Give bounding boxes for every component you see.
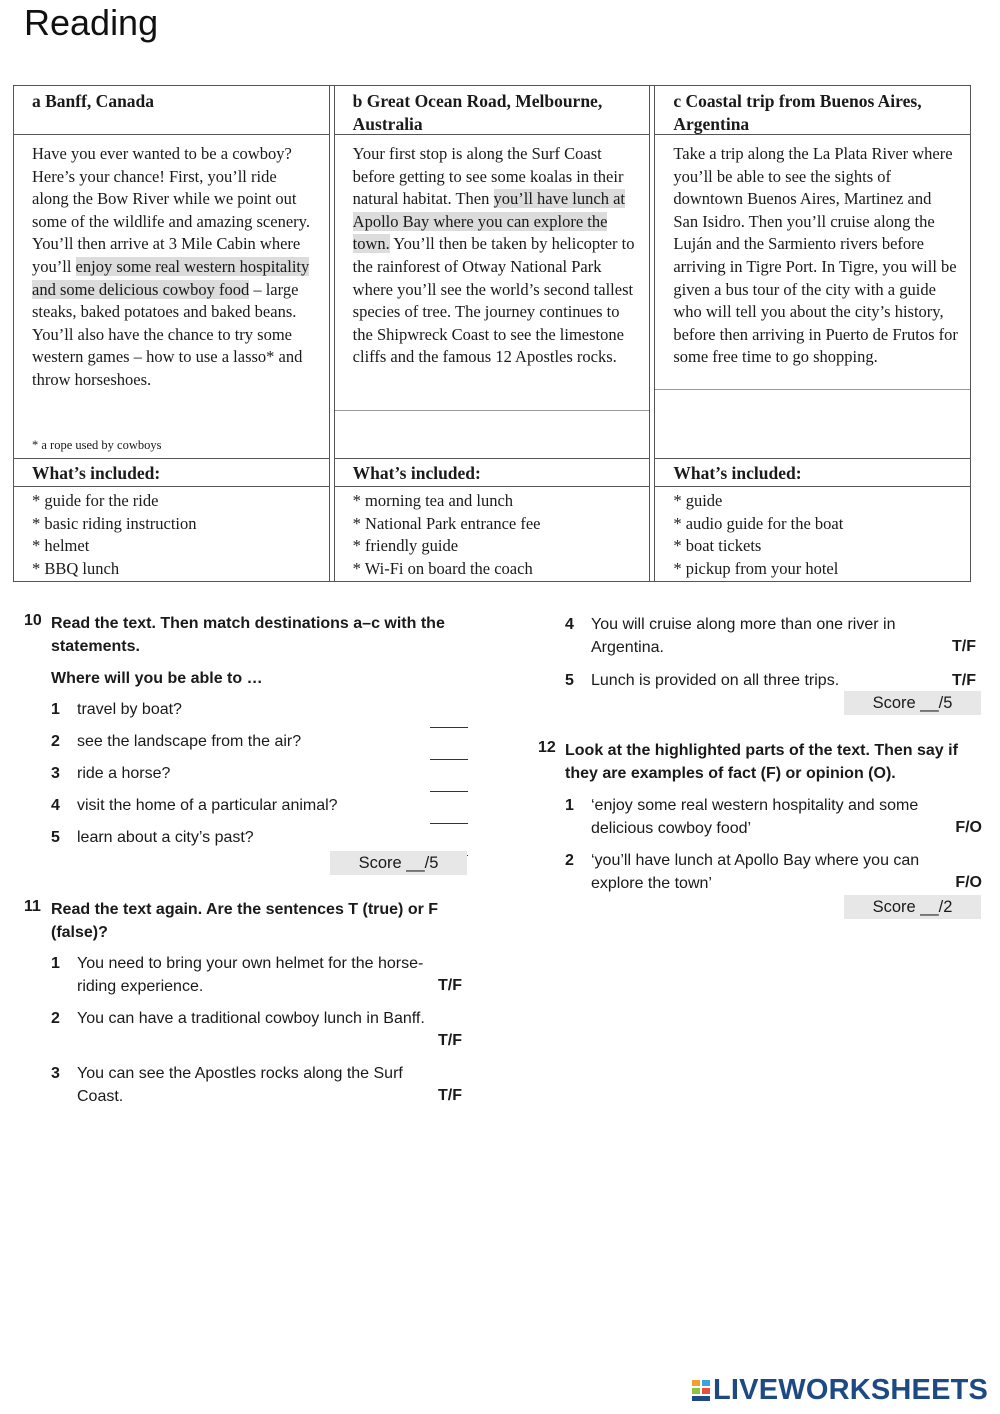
question-number: 3 [51,1065,60,1082]
question-number: 5 [565,672,574,689]
exercise-number: 10 [24,612,42,629]
score-box: Score __/5 [844,691,981,715]
fo-option[interactable]: F/O [955,819,982,836]
text-segment: You’ll then be taken by helicopter to the rainforest of Otway National Park where you’ll see the world’s second tallest species of tree. The journey continues to the Shipwreck Coast to see the limestone cliffs and the famous 12 Apostles rocks. [352,234,635,367]
question-number: 4 [51,797,60,814]
question-number: 1 [51,701,60,718]
answer-blank[interactable] [430,759,468,760]
destination-text [335,141,650,411]
question-text: ride a horse? [77,765,171,782]
list-item: * pickup from your hotel [673,558,970,581]
included-list [655,490,970,580]
destination-text [655,141,970,390]
answer-blank[interactable] [430,823,468,824]
question-text: travel by boat? [77,701,182,718]
text-segment: Have you ever wanted to be a cowboy? Here’s your chance! First, you’ll ride along the Bow River while we point out some of the wildlife and amazing scenery. You’ll then arrive at 3 Mile Cabin where you’ll [32,144,310,276]
tf-option[interactable]: T/F [952,638,976,655]
question-number: 2 [565,852,574,869]
question-item [51,731,468,754]
exercise-11 [24,898,462,1118]
question-number: 1 [565,797,574,814]
question-text: You need to bring your own helmet for the horse-riding experience. [77,955,424,995]
brand-name: LIVEWORKSHEETS [713,1373,989,1406]
question-item [565,670,976,693]
question-text: Lunch is provided on all three trips. [591,672,840,689]
question-item [51,953,462,1008]
tf-option[interactable]: T/F [952,672,976,689]
question-number: 3 [51,765,60,782]
answer-blank[interactable] [430,791,468,792]
question-number: 4 [565,616,574,633]
destination-c [654,86,970,581]
included-heading: What’s included: [335,458,650,487]
destination-heading: a Banff, Canada [14,86,329,135]
question-item [51,699,468,722]
exercise-lead: Where will you be able to … [51,670,263,687]
question-text: ‘enjoy some real western hospitality and some delicious cowboy food’ [591,797,919,837]
question-item [51,827,468,850]
exercise-instruction: Read the text. Then match destinations a–c with the statements. [51,615,445,655]
question-item [51,1008,462,1063]
tf-option[interactable]: T/F [438,1087,462,1104]
question-text: You will cruise along more than one river in Argentina. [591,616,896,656]
highlighted-text: you’ll have lunch at Apollo Bay where you can explore the town. [352,189,626,254]
destination-b [334,86,651,581]
text-segment: – large steaks, baked potatoes and baked beans. You’ll also have the chance to try some western games – how to use a lasso* and throw horseshoes. [32,279,303,389]
question-text: visit the home of a particular animal? [77,797,338,814]
question-text: learn about a city’s past? [77,829,254,846]
fo-option[interactable]: F/O [955,874,982,891]
list-item: * guide for the ride [32,490,329,513]
list-item: * audio guide for the boat [673,513,970,536]
included-list [335,490,650,580]
page-title: Reading [24,2,159,43]
included-list [14,490,329,580]
exercise-number: 11 [24,898,41,915]
exercise-11-continued [565,614,976,693]
included-heading: What’s included: [14,458,329,487]
text-segment: Your first stop is along the Surf Coast before getting to see some koalas in their natural habitat. Then [352,144,624,209]
exercise-12 [538,739,982,905]
score-box: Score __/2 [844,895,981,919]
list-item: * friendly guide [353,535,650,558]
question-item [51,795,468,818]
destination-a [14,86,330,581]
reading-table [13,85,971,582]
list-item: * helmet [32,535,329,558]
question-number: 5 [51,829,60,846]
text-segment: Take a trip along the La Plata River where you’ll be able to see the sights of downtown Buenos Aires, Martinez and San Isidro. Then you’ll cruise along the Luján and the Sarmiento rivers before arriving in Tigre Port. In Tigre, you will be given a bus tour of the city with a guide who will tell you about the city’s history, before then arriving in Puerto de Frutos for some free time to go shopping. [673,144,958,367]
question-item [51,1063,462,1118]
question-text: You can see the Apostles rocks along the Surf Coast. [77,1065,403,1105]
question-number: 1 [51,955,60,972]
list-item: * Wi-Fi on board the coach [353,558,650,581]
exercise-number: 12 [538,739,556,756]
exercise-instruction: Look at the highlighted parts of the text. Then say if they are examples of fact (F) or opinion (O). [565,742,958,782]
liveworksheets-icon [691,1378,711,1402]
question-text: You can have a traditional cowboy lunch in Banff. [77,1010,425,1027]
question-text: see the landscape from the air? [77,733,302,750]
tf-option[interactable]: T/F [438,977,462,994]
exercise-10 [24,612,468,850]
list-item: * BBQ lunch [32,558,329,581]
question-text: ‘you’ll have lunch at Apollo Bay where you can explore the town’ [591,852,920,892]
tf-option[interactable]: T/F [438,1032,462,1049]
exercise-instruction: Read the text again. Are the sentences T (true) or F (false)? [51,901,439,941]
question-number: 2 [51,733,60,750]
destination-heading: b Great Ocean Road, Melbourne, Australia [335,86,650,135]
footnote: * a rope used by cowboys [32,438,162,452]
question-item [565,795,982,850]
included-heading: What’s included: [655,458,970,487]
question-item [565,614,976,670]
list-item: * morning tea and lunch [353,490,650,513]
answer-blank[interactable] [430,727,468,728]
destination-heading: c Coastal trip from Buenos Aires, Argentina [655,86,970,135]
destination-text [14,141,329,389]
score-box: Score __/5 [330,851,467,875]
list-item: * National Park entrance fee [353,513,650,536]
highlighted-text: enjoy some real western hospitality and some delicious cowboy food [32,256,310,299]
list-item: * boat tickets [673,535,970,558]
list-item: * guide [673,490,970,513]
question-item [51,763,468,786]
list-item: * basic riding instruction [32,513,329,536]
question-number: 2 [51,1010,60,1027]
brand-logo [691,1373,988,1407]
